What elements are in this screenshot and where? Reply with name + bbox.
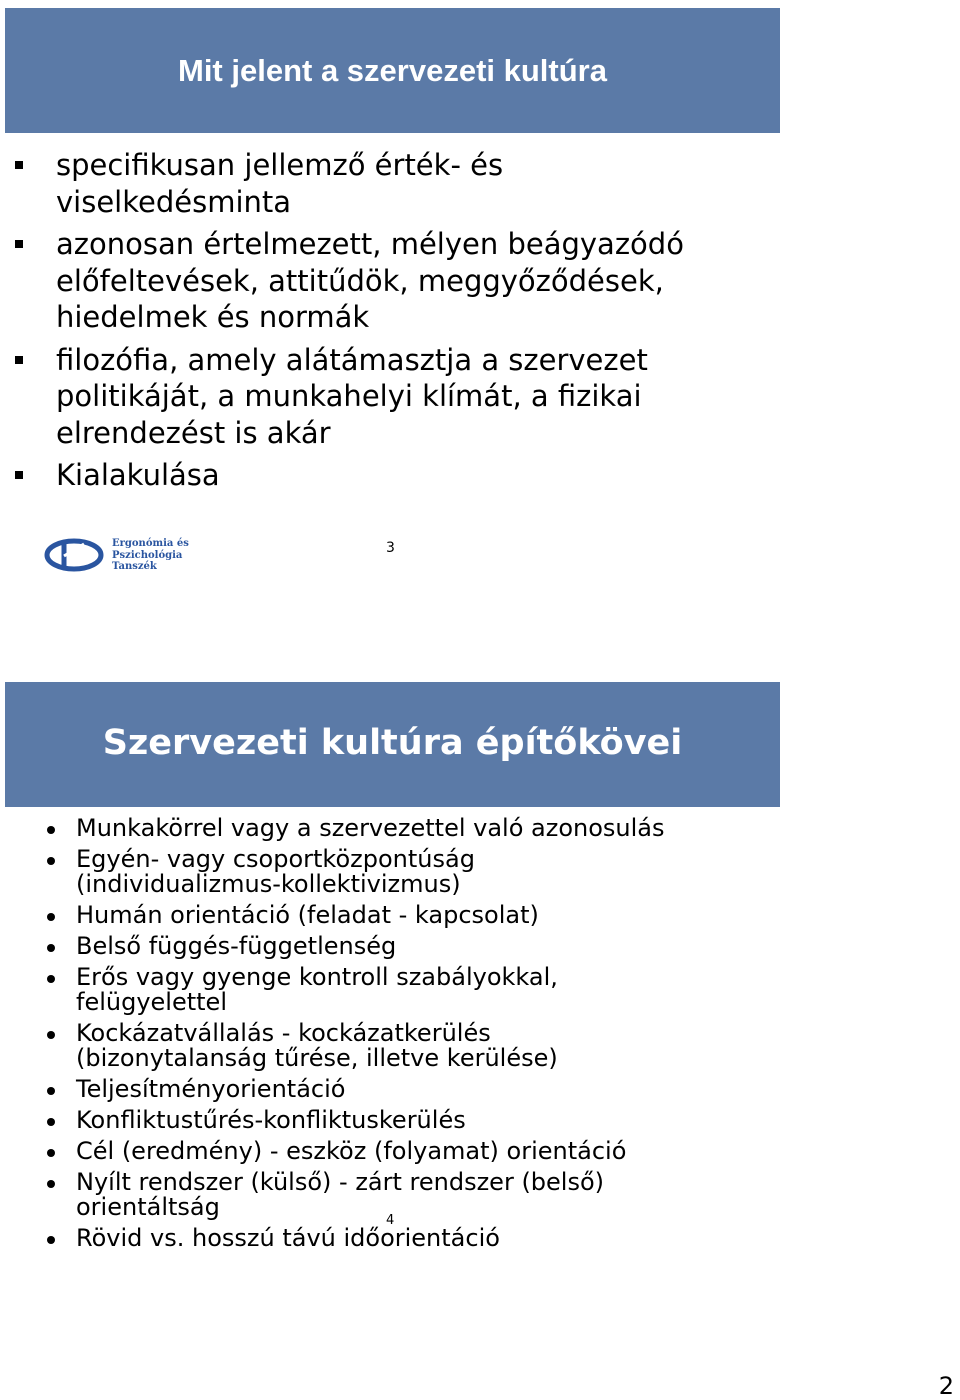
round-bullet-icon — [47, 1087, 55, 1095]
document-page-number: 2 — [938, 1372, 954, 1400]
square-bullet-icon — [15, 356, 23, 364]
department-logo — [44, 536, 189, 576]
square-bullet-icon — [15, 161, 23, 169]
list-item-text: Egyén- vagy csoportközpontúság — [76, 845, 475, 873]
list-item-text: előfeltevések, attitűdök, meggyőződések, — [56, 263, 664, 298]
list-item — [0, 226, 800, 336]
list-item-text: Kockázatvállalás - kockázatkerülés — [76, 1019, 491, 1047]
slide1-title: Mit jelent a szervezeti kultúra — [5, 8, 780, 133]
round-bullet-icon — [47, 1031, 55, 1039]
list-item-text: Nyílt rendszer (külső) - zárt rendszer (belső) — [76, 1168, 605, 1196]
slide2-bullet-list — [0, 816, 800, 1257]
list-item-text: Kialakulása — [56, 458, 220, 492]
logo-text — [112, 538, 189, 573]
list-item-text: Rövid vs. hosszú távú időorientáció — [76, 1224, 500, 1252]
list-item-text: Erős vagy gyenge kontroll szabályokkal, — [76, 963, 558, 991]
list-item-text: (bizonytalanság tűrése, illetve kerülése) — [76, 1044, 558, 1072]
list-item-text: elrendezést is akár — [56, 415, 331, 450]
round-bullet-icon — [47, 944, 55, 952]
slide1-page-number: 3 — [386, 540, 395, 556]
square-bullet-icon — [15, 240, 23, 248]
round-bullet-icon — [47, 1149, 55, 1157]
list-item — [0, 934, 800, 959]
slide2-title: Szervezeti kultúra építőkövei — [5, 682, 780, 807]
list-item-text: Munkakörrel vagy a szervezettel való azonosulás — [76, 814, 665, 842]
list-item — [0, 847, 800, 897]
list-item — [0, 1170, 800, 1220]
list-item-text: Belső függés-függetlenség — [76, 932, 397, 960]
round-bullet-icon — [47, 975, 55, 983]
logo-line: Ergonómia és — [112, 538, 189, 549]
list-item — [0, 816, 800, 841]
list-item-text: felügyelettel — [76, 988, 227, 1016]
slide2-page-number: 4 — [386, 1213, 395, 1228]
list-item — [0, 1139, 800, 1164]
list-item — [0, 1226, 800, 1251]
round-bullet-icon — [47, 857, 55, 865]
list-item-text: Konfliktustűrés-konfliktuskerülés — [76, 1106, 466, 1134]
round-bullet-icon — [47, 913, 55, 921]
round-bullet-icon — [47, 826, 55, 834]
square-bullet-icon — [15, 471, 23, 479]
list-item — [0, 1077, 800, 1102]
list-item — [0, 1021, 800, 1071]
logo-swirl-icon — [44, 536, 108, 576]
list-item-text: Humán orientáció (feladat - kapcsolat) — [76, 901, 539, 929]
list-item-text: orientáltság — [76, 1193, 220, 1221]
list-item — [0, 1108, 800, 1133]
logo-line: Pszichológia — [112, 549, 183, 561]
list-item-text: hiedelmek és normák — [56, 300, 370, 334]
list-item-text: filozófia, amely alátámasztja a szervezet — [56, 342, 648, 377]
list-item-text: Teljesítményorientáció — [76, 1075, 346, 1103]
round-bullet-icon — [47, 1180, 55, 1188]
list-item — [0, 342, 800, 452]
round-bullet-icon — [47, 1236, 55, 1244]
list-item — [0, 457, 800, 494]
list-item-text: specifikusan jellemző érték- és — [56, 148, 504, 182]
round-bullet-icon — [47, 1118, 55, 1126]
list-item-text: (individualizmus-kollektivizmus) — [76, 870, 461, 898]
list-item — [0, 147, 800, 220]
list-item-text: politikáját, a munkahelyi klímát, a fizikai — [56, 379, 642, 413]
list-item-text: Cél (eredmény) - eszköz (folyamat) orientáció — [76, 1137, 627, 1165]
slide1-bullet-list — [0, 147, 800, 500]
list-item-text: azonosan értelmezett, mélyen beágyazódó — [56, 227, 684, 261]
list-item — [0, 965, 800, 1015]
list-item — [0, 903, 800, 928]
logo-line: Tanszék — [112, 561, 157, 572]
list-item-text: viselkedésminta — [56, 184, 292, 219]
